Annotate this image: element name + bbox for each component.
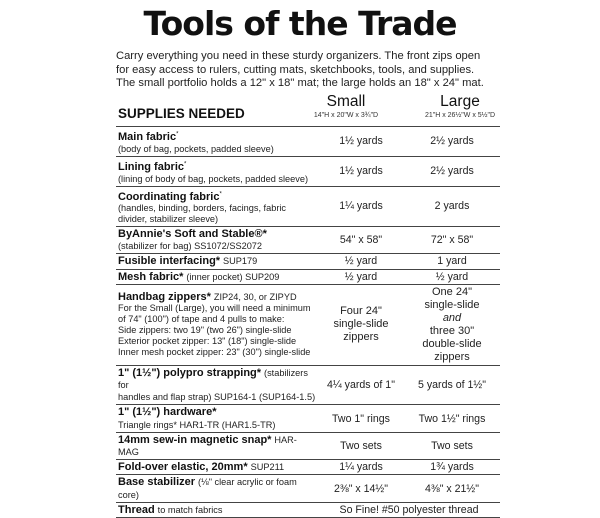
large-label: Large bbox=[440, 93, 480, 110]
item-cell bbox=[116, 226, 318, 253]
item-code: HAR-MAG bbox=[118, 434, 297, 458]
small-amount: 1½ yards bbox=[318, 127, 404, 157]
table-row bbox=[116, 284, 500, 365]
item-name: Fusible interfacing* bbox=[118, 255, 221, 268]
item-code: SUP179 bbox=[223, 256, 258, 267]
item-name: Fold-over elastic, 20mm* bbox=[118, 461, 248, 474]
table-row bbox=[116, 157, 500, 187]
item-description: For the Small (Large), you will need a minimum bbox=[118, 303, 311, 314]
table-row bbox=[116, 127, 500, 157]
both-sizes-amount: So Fine! #50 polyester thread bbox=[318, 502, 500, 517]
item-name: Coordinating fabric* bbox=[118, 190, 222, 203]
large-amount: 2½ yards bbox=[404, 127, 500, 157]
item-cell bbox=[116, 127, 318, 157]
small-amount: ½ yard bbox=[318, 254, 404, 269]
item-description: of 74" (100") of tape and 4 pulls to make: bbox=[118, 314, 285, 325]
large-amount: One 24" single-slide and three 30" double-slide zippers bbox=[404, 284, 500, 365]
table-row bbox=[116, 405, 500, 432]
table-row bbox=[116, 475, 500, 502]
item-code: (inner pocket) SUP209 bbox=[186, 271, 280, 282]
small-dimensions: 14"H x 20"W x 3¾"D bbox=[313, 112, 379, 119]
small-amount: Two 1" rings bbox=[318, 405, 404, 432]
small-amount: Two sets bbox=[318, 432, 404, 459]
supplies-needed-heading: SUPPLIES NEEDED bbox=[118, 106, 245, 121]
item-description: Inner mesh pocket zipper: 23" (30") single-slide bbox=[118, 347, 311, 358]
item-cell bbox=[116, 460, 318, 475]
large-dimensions: 21"H x 26½"W x 5½"D bbox=[424, 112, 496, 119]
table-header bbox=[116, 93, 496, 127]
table-row bbox=[116, 226, 500, 253]
item-name: 1" (1½") polypro strapping* bbox=[118, 366, 262, 379]
item-description: (body of bag, pockets, padded sleeve) bbox=[118, 143, 274, 154]
small-amount: 4¼ yards of 1" bbox=[318, 365, 404, 405]
item-description: divider, stabilizer sleeve) bbox=[118, 213, 219, 224]
large-amount: Two sets bbox=[404, 432, 500, 459]
large-amount: 1¾ yards bbox=[404, 460, 500, 475]
large-amount: 4⅜" x 21½" bbox=[404, 475, 500, 502]
small-amount: 1½ yards bbox=[318, 157, 404, 187]
small-amount: 1¼ yards bbox=[318, 187, 404, 227]
item-cell bbox=[116, 254, 318, 269]
item-cell bbox=[116, 157, 318, 187]
item-description: Side zippers: two 19" (two 26") single-slide bbox=[118, 325, 292, 336]
item-cell bbox=[116, 269, 318, 284]
large-amount: Two 1½" rings bbox=[404, 405, 500, 432]
item-name: Lining fabric* bbox=[118, 160, 187, 173]
large-amount: 2½ yards bbox=[404, 157, 500, 187]
item-code: to match fabrics bbox=[157, 504, 223, 515]
small-amount: 54" x 58" bbox=[318, 226, 404, 253]
item-code: SUP211 bbox=[250, 462, 285, 473]
item-name: ByAnnie's Soft and Stable®* bbox=[118, 227, 267, 240]
item-name: 14mm sew-in magnetic snap* bbox=[118, 433, 272, 446]
item-name: Handbag zippers* bbox=[118, 291, 211, 304]
large-amount: 72" x 58" bbox=[404, 226, 500, 253]
small-amount: Four 24" single-slide zippers bbox=[318, 284, 404, 365]
item-cell bbox=[116, 187, 318, 227]
item-name: Base stabilizer bbox=[118, 476, 196, 489]
item-name: Main fabric* bbox=[118, 130, 179, 143]
item-cell bbox=[116, 405, 318, 432]
table-row bbox=[116, 269, 500, 284]
intro-paragraph: Carry everything you need in these sturdy organizers. The front zips open for easy access to rulers, cutting mats, sketchbooks, tools, and supplies. The small portfolio holds a 12" x 18" mat; the large holds an 18" x 24" mat. bbox=[116, 50, 484, 90]
large-amount: 5 yards of 1½" bbox=[404, 365, 500, 405]
table-row bbox=[116, 365, 500, 405]
large-size-header bbox=[400, 93, 520, 120]
item-description: Triangle rings* HAR1-TR (HAR1.5-TR) bbox=[118, 419, 276, 430]
item-code: (stabilizers for bbox=[118, 367, 308, 390]
item-name: Thread bbox=[118, 503, 155, 516]
small-amount: 2⅜" x 14½" bbox=[318, 475, 404, 502]
item-description: (stabilizer for bag) SS1072/SS2072 bbox=[118, 241, 263, 252]
item-code: (⅛" clear acrylic or foam core) bbox=[118, 477, 297, 500]
item-code: ZIP24, 30, or ZIPYD bbox=[213, 292, 297, 303]
small-label: Small bbox=[326, 93, 366, 110]
small-amount: ½ yard bbox=[318, 269, 404, 284]
table-row bbox=[116, 187, 500, 227]
small-amount: 1¼ yards bbox=[318, 460, 404, 475]
item-cell bbox=[116, 365, 318, 405]
large-amount: ½ yard bbox=[404, 269, 500, 284]
item-cell bbox=[116, 432, 318, 459]
table-row bbox=[116, 460, 500, 475]
large-amount: 1 yard bbox=[404, 254, 500, 269]
item-name: 1" (1½") hardware* bbox=[118, 406, 217, 419]
supplies-table bbox=[116, 126, 500, 518]
item-cell bbox=[116, 475, 318, 502]
table-row bbox=[116, 254, 500, 269]
item-description: (lining of body of bag, pockets, padded sleeve) bbox=[118, 173, 308, 184]
item-description: Exterior pocket zipper: 13" (18") single-slide bbox=[118, 336, 297, 347]
page-title: Tools of the Trade bbox=[143, 4, 457, 43]
item-description: handles and flap strap) SUP164-1 (SUP164-1.5) bbox=[118, 392, 316, 403]
item-description: (handles, binding, borders, facings, fabric bbox=[118, 202, 287, 213]
item-name: Mesh fabric* bbox=[118, 270, 184, 283]
table-row bbox=[116, 432, 500, 459]
large-amount: 2 yards bbox=[404, 187, 500, 227]
small-size-header bbox=[286, 93, 406, 120]
item-cell bbox=[116, 284, 318, 365]
